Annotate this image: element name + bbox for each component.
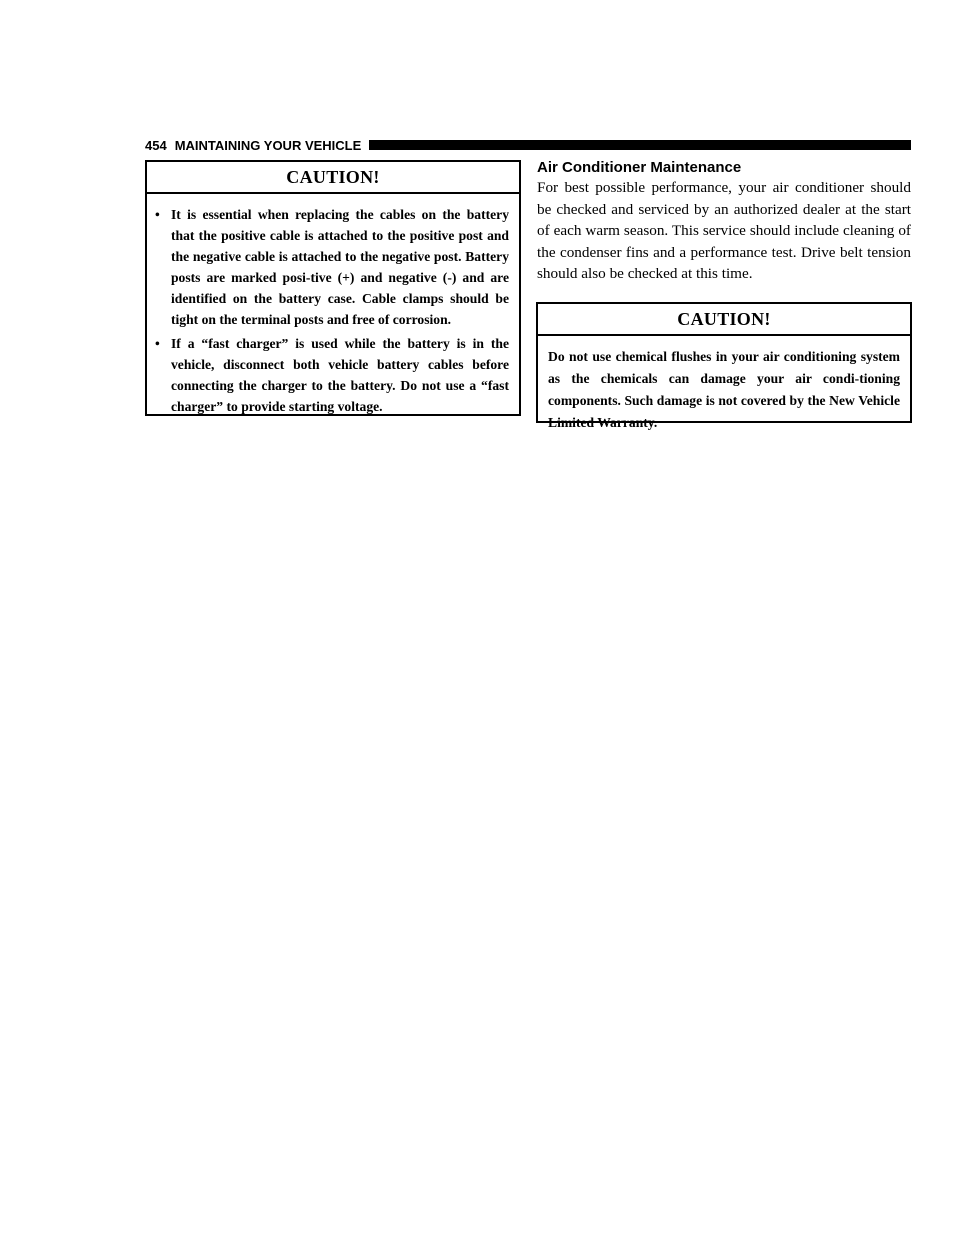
ac-maintenance-paragraph: For best possible performance, your air conditioner should be checked and serviced by an authorized dealer at the start of each warm season. This service should include cleaning of the condenser fins and a performance test. Drive belt tension should also be checked at this time. xyxy=(537,179,911,283)
bullet-icon: • xyxy=(155,336,160,351)
ac-caution-box xyxy=(536,302,912,430)
section-title: MAINTAINING YOUR VEHICLE xyxy=(174,137,362,153)
header-rule xyxy=(369,140,911,150)
caution-title: CAUTION! xyxy=(538,304,910,336)
caution-list xyxy=(147,194,519,417)
page-header xyxy=(145,137,911,153)
page-number: 454 xyxy=(145,137,167,153)
battery-caution-box xyxy=(145,160,521,416)
ac-maintenance-heading: Air Conditioner Maintenance xyxy=(537,159,742,176)
caution-item xyxy=(155,204,509,330)
bullet-icon: • xyxy=(155,207,160,222)
caution-item xyxy=(155,333,509,417)
caution-item-text: It is essential when replacing the cables on the battery that the positive cable is attached to the positive post and the negative cable is attached to the negative post. Battery posts are marked posi-tive (+) and negative (-) and are identified on the battery case. Cable clamps should be tight on the terminal posts and free of corrosion. xyxy=(171,207,509,327)
caution-item-text: If a “fast charger” is used while the battery is in the vehicle, disconnect both vehicle battery cables before connecting the charger to the battery. Do not use a “fast charger” to provide starting voltage. xyxy=(171,336,509,414)
caution-title: CAUTION! xyxy=(147,162,519,194)
caution-text: Do not use chemical flushes in your air conditioning system as the chemicals can damage your air condi-tioning components. Such damage is not covered by the New Vehicle Limited Warranty. xyxy=(548,349,900,430)
